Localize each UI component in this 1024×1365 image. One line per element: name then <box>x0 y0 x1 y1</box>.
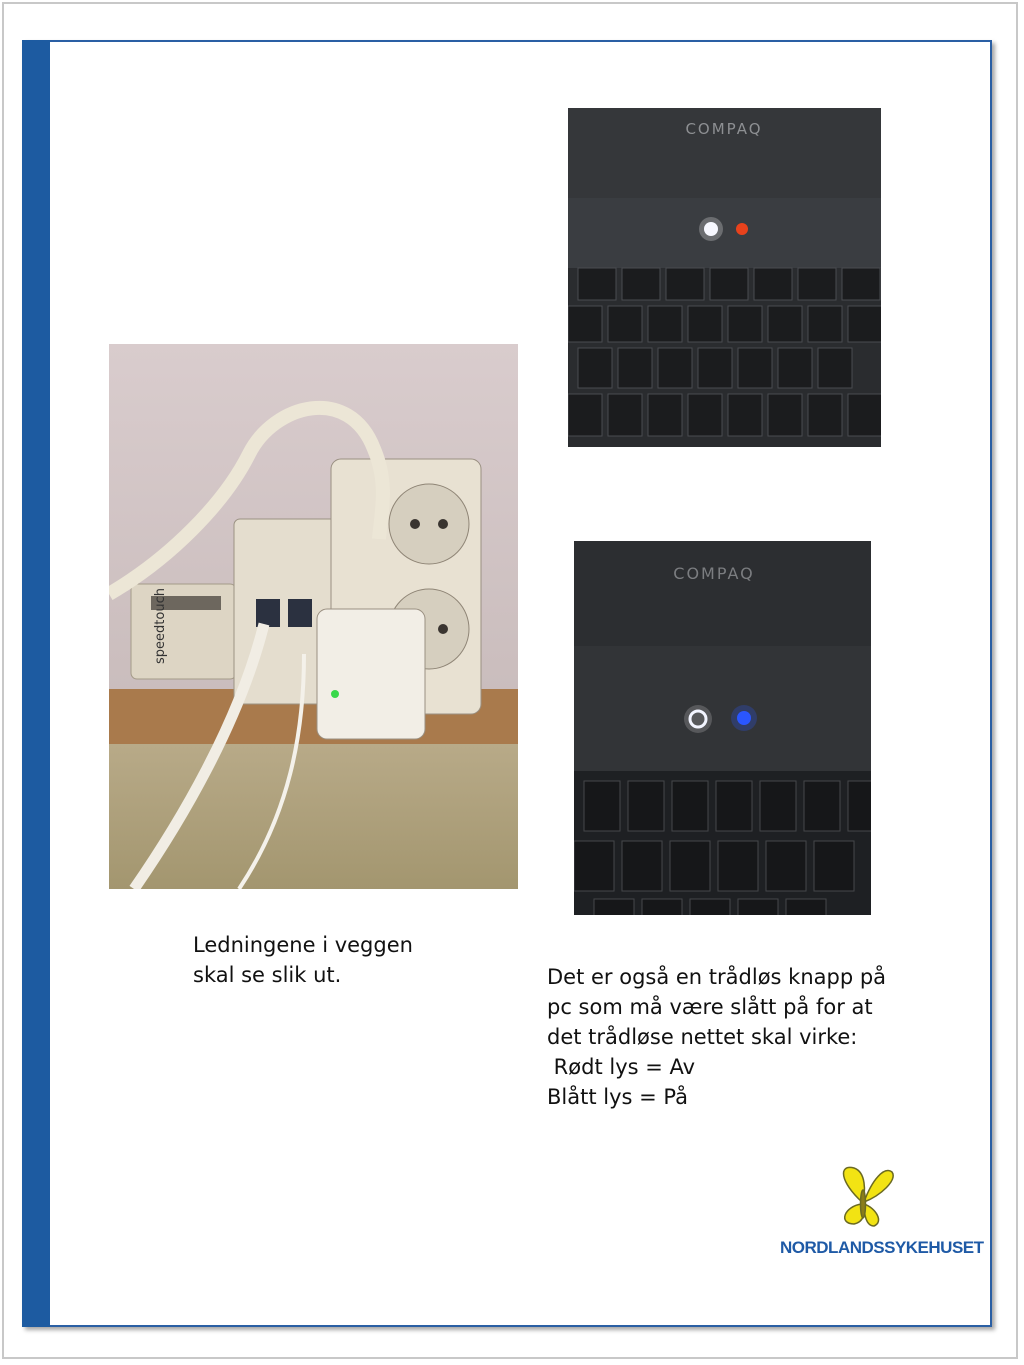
laptop-caption-line: Det er også en trådløs knapp på <box>547 965 887 989</box>
compaq-logo-red: COMPAQ <box>685 120 763 138</box>
laptop-caption <box>547 962 967 1112</box>
laptop-caption-line: det trådløse nettet skal virke: <box>547 1025 858 1049</box>
butterfly-icon <box>780 1162 950 1238</box>
compaq-logo-blue: COMPAQ <box>673 564 755 583</box>
nordlandssykehuset-logo <box>780 1162 984 1274</box>
laptop-red-light-photo <box>568 108 881 447</box>
laptop-caption-line: Rødt lys = Av <box>547 1055 696 1079</box>
page-left-bar <box>22 40 50 1327</box>
logo-text: NORDLANDSSYKEHUSET <box>780 1238 984 1257</box>
router-label: speedtouch <box>153 588 168 664</box>
laptop-caption-line: Blått lys = På <box>547 1085 688 1109</box>
wall-caption <box>193 930 493 990</box>
wall-caption-line: Ledningene i veggen <box>193 933 413 957</box>
wall-sockets-photo <box>109 344 518 889</box>
wireless-indicator-red <box>736 223 748 235</box>
laptop-caption-line: pc som må være slått på for at <box>547 995 873 1019</box>
wall-caption-line: skal se slik ut. <box>193 963 342 987</box>
laptop-blue-light-photo <box>574 541 871 915</box>
